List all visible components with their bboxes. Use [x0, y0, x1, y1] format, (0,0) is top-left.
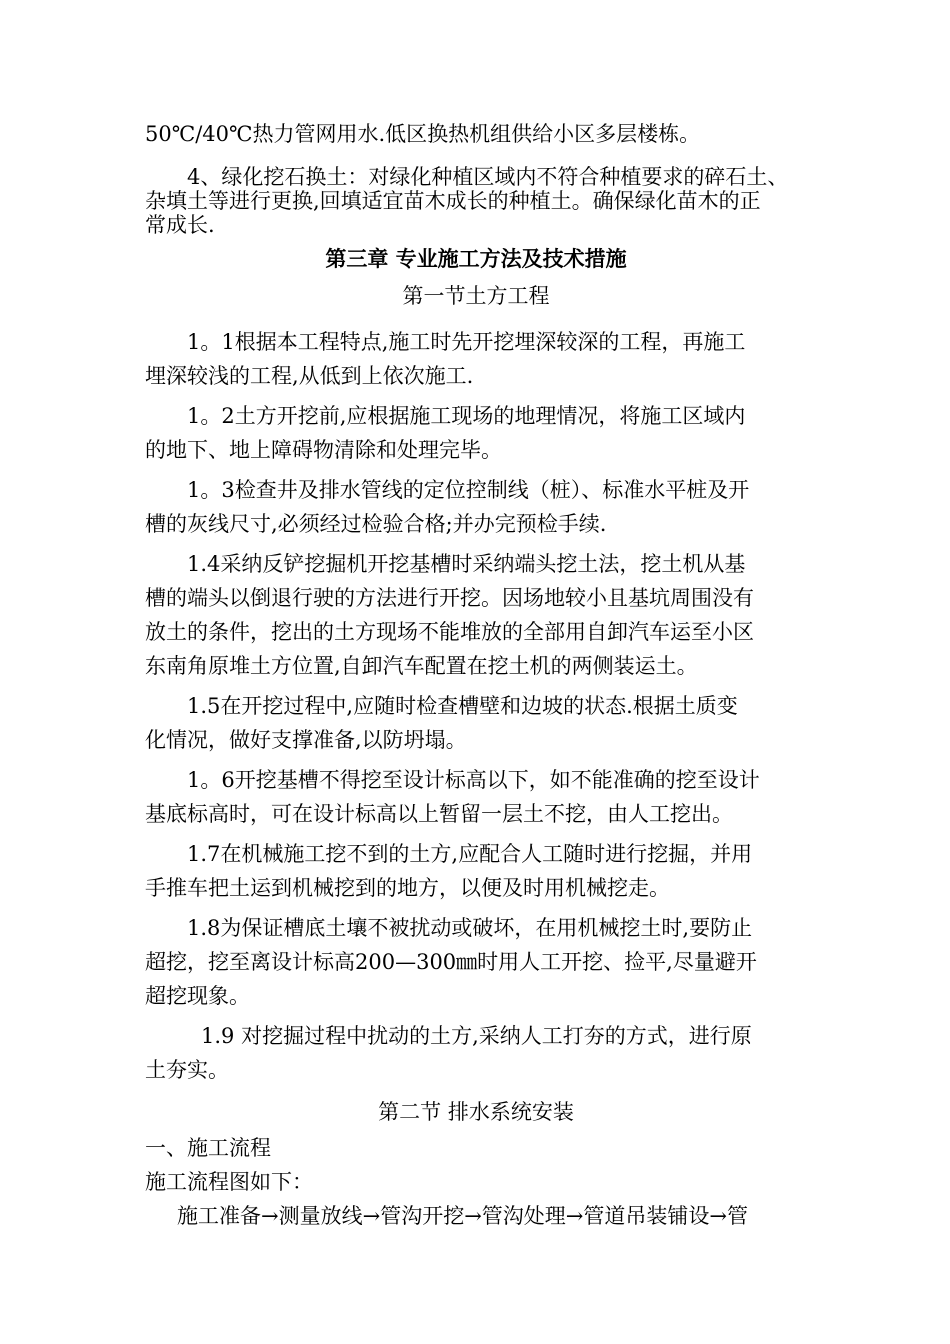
- paragraph-line: 1.8为保证槽底土壤不被扰动或破坏，在用机械挖土时,要防止: [187, 916, 753, 940]
- paragraph-line: 1.4采纳反铲挖掘机开挖基槽时采纳端头挖土法，挖土机从基: [187, 552, 746, 576]
- paragraph-line: 放土的条件，挖出的土方现场不能堆放的全部用自卸汽车运至小区: [145, 620, 754, 644]
- paragraph-line: 基底标高时，可在设计标高以上暂留一层土不挖，由人工挖出。: [145, 802, 733, 826]
- paragraph-line: 1。6开挖基槽不得挖至设计标高以下，如不能准确的挖至设计: [187, 768, 760, 792]
- paragraph-line: 1.9 对挖掘过程中扰动的土方,采纳人工打夯的方式，进行原: [201, 1024, 752, 1048]
- paragraph-line: 4、绿化挖石换土：对绿化种植区域内不符合种植要求的碎石土、: [187, 165, 789, 189]
- paragraph-line: 槽的灰线尺寸,必须经过检验合格;并办完预检手续.: [145, 512, 607, 536]
- paragraph-line: 东南角原堆土方位置,自卸汽车配置在挖土机的两侧装运土。: [145, 654, 698, 678]
- paragraph-line: 1。3检查井及排水管线的定位控制线（桩）、标准水平桩及开: [187, 478, 750, 502]
- paragraph-line: 的地下、地上障碍物清除和处理完毕。: [145, 438, 502, 462]
- flow-line: 施工准备→测量放线→管沟开挖→管沟处理→管道吊装铺设→管: [177, 1204, 748, 1228]
- paragraph-line: 手推车把土运到机械挖到的地方，以便及时用机械挖走。: [145, 876, 670, 900]
- chapter-title: 第三章 专业施工方法及技术措施: [325, 246, 627, 271]
- paragraph-line: 埋深较浅的工程,从低到上依次施工.: [145, 364, 474, 388]
- paragraph-line: 1。2土方开挖前,应根据施工现场的地理情况，将施工区域内: [187, 404, 746, 428]
- paragraph-line: 施工流程图如下：: [145, 1170, 313, 1194]
- paragraph-line: 1。1根据本工程特点,施工时先开挖埋深较深的工程，再施工: [187, 330, 746, 354]
- paragraph-line: 1.7在机械施工挖不到的土方,应配合人工随时进行挖掘，并用: [187, 842, 753, 866]
- paragraph-line: 土夯实。: [145, 1058, 229, 1082]
- paragraph-line: 50℃/40℃热力管网用水.低区换热机组供给小区多层楼栋。: [145, 122, 701, 146]
- document-body: [145, 117, 807, 1233]
- paragraph-line: 常成长.: [145, 213, 215, 237]
- subheading: 一、施工流程: [145, 1136, 271, 1160]
- paragraph-line: 化情况，做好支撑准备,以防坍塌。: [145, 728, 467, 752]
- section-title: 第一节土方工程: [402, 284, 550, 308]
- paragraph-line: 杂填土等进行更换,回填适宜苗木成长的种植土。确保绿化苗木的正: [145, 189, 761, 213]
- section-title: 第二节 排水系统安装: [378, 1100, 574, 1124]
- paragraph-line: 超挖，挖至离设计标高200—300㎜时用人工开挖、捡平,尽量避开: [145, 950, 757, 974]
- paragraph-line: 超挖现象。: [145, 984, 250, 1008]
- paragraph-line: 槽的端头以倒退行驶的方法进行开挖。因场地较小且基坑周围没有: [145, 586, 754, 610]
- paragraph-line: 1.5在开挖过程中,应随时检查槽壁和边坡的状态.根据土质变: [187, 694, 738, 718]
